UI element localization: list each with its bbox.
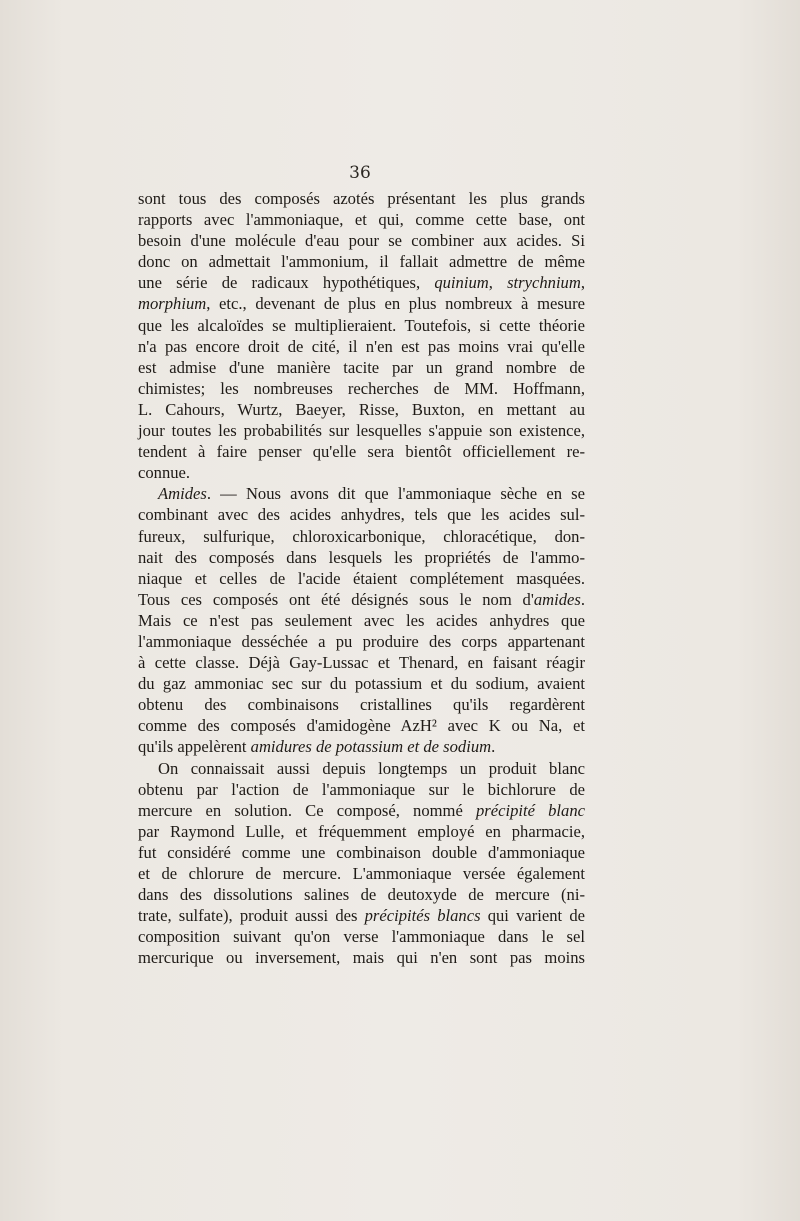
text-line bbox=[138, 272, 585, 293]
text-segment: jour toutes les probabilités sur lesquelles s'appuie son existence, bbox=[138, 421, 585, 441]
text-line bbox=[138, 399, 585, 420]
italic-text: amidures de potassium et de sodium bbox=[250, 737, 492, 757]
text-line bbox=[138, 357, 585, 378]
text-segment: rapports avec l'ammoniaque, et qui, comme cette base, ont bbox=[138, 210, 585, 230]
text-line bbox=[138, 821, 585, 842]
text-line bbox=[138, 715, 585, 736]
text-segment: l'ammoniaque desséchée a pu produire des corps appartenant bbox=[138, 631, 585, 651]
text-line bbox=[138, 568, 585, 589]
text-segment: , bbox=[488, 273, 508, 293]
text-segment: n'a pas encore droit de cité, il n'en est pas moins vrai qu'elle bbox=[138, 336, 585, 356]
text-line bbox=[138, 483, 585, 504]
text-line bbox=[138, 420, 585, 441]
text-line bbox=[138, 842, 585, 863]
text-segment: mercurique ou inversement, mais qui n'en sont pas moins bbox=[138, 948, 585, 968]
text-line bbox=[138, 758, 585, 779]
text-segment: que les alcaloïdes se multiplieraient. Toutefois, si cette théorie bbox=[138, 315, 585, 335]
text-segment: tendent à faire penser qu'elle sera bientôt officiellement re- bbox=[138, 442, 585, 462]
text-line bbox=[138, 947, 585, 968]
text-line bbox=[138, 230, 585, 251]
text-line bbox=[138, 631, 585, 652]
italic-text: amides bbox=[533, 589, 581, 609]
text-segment: donc on admettait l'ammonium, il fallait admettre de même bbox=[138, 252, 585, 272]
text-line bbox=[138, 251, 585, 272]
text-line bbox=[138, 315, 585, 336]
text-segment: combinant avec des acides anhydres, tels que les acides sul- bbox=[138, 505, 585, 525]
text-line bbox=[138, 441, 585, 462]
text-segment: fut considéré comme une combinaison double d'ammoniaque bbox=[138, 842, 585, 862]
text-line bbox=[138, 905, 585, 926]
text-segment: est admise d'une manière tacite par un grand nombre de bbox=[138, 357, 585, 377]
text-segment: dans des dissolutions salines de deutoxyde de mercure (ni- bbox=[138, 885, 585, 905]
text-segment: L. Cahours, Wurtz, Baeyer, Risse, Buxton, en mettant au bbox=[138, 399, 585, 419]
text-segment: nait des composés dans lesquels les propriétés de l'ammo- bbox=[138, 547, 585, 567]
text-line bbox=[138, 800, 585, 821]
text-segment: sont tous des composés azotés présentant les plus grands bbox=[138, 189, 585, 208]
text-segment: , bbox=[580, 273, 585, 293]
text-segment: niaque et celles de l'acide étaient complétement masquées. bbox=[138, 568, 585, 588]
text-segment: fureux, sulfurique, chloroxicarbonique, chloracétique, don- bbox=[138, 526, 585, 546]
text-segment: à cette classe. Déjà Gay-Lussac et Thenard, en faisant réagir bbox=[138, 653, 585, 673]
text-segment: qui varient de bbox=[480, 906, 585, 926]
text-segment: et de chlorure de mercure. L'ammoniaque versée également bbox=[138, 864, 585, 883]
text-segment: . — Nous avons dit que l'ammoniaque sèche en se bbox=[206, 484, 585, 504]
italic-text: précipités blancs bbox=[364, 906, 481, 926]
text-segment: obtenu par l'action de l'ammoniaque sur le bichlorure de bbox=[138, 779, 585, 799]
text-line bbox=[138, 336, 585, 357]
text-line bbox=[138, 378, 585, 399]
text-segment: une série de radicaux hypothétiques, bbox=[138, 273, 435, 293]
page-number: 36 bbox=[349, 163, 371, 183]
text-line bbox=[138, 926, 585, 947]
text-segment: Mais ce n'est pas seulement avec les acides anhydres que bbox=[138, 610, 585, 630]
text-line bbox=[138, 547, 585, 568]
text-line bbox=[138, 863, 585, 884]
text-segment: trate, sulfate), produit aussi des bbox=[138, 906, 365, 926]
italic-text: morphium bbox=[138, 294, 207, 314]
text-line bbox=[138, 694, 585, 715]
italic-text: Amides bbox=[158, 484, 207, 504]
text-segment: qu'ils appelèrent bbox=[138, 737, 251, 757]
text-line bbox=[138, 884, 585, 905]
text-line bbox=[138, 736, 585, 757]
text-segment: mercure en solution. Ce composé, nommé bbox=[138, 800, 476, 820]
text-line bbox=[138, 589, 585, 610]
italic-text: quinium bbox=[434, 273, 489, 293]
text-line bbox=[138, 673, 585, 694]
text-segment: connue. bbox=[138, 463, 191, 483]
text-line bbox=[138, 779, 585, 800]
text-segment: obtenu des combinaisons cristallines qu'ils regardèrent bbox=[138, 695, 585, 715]
text-segment: . bbox=[491, 737, 496, 757]
text-segment: comme des composés d'amidogène AzH² avec K ou Na, et bbox=[138, 716, 585, 736]
text-segment: du gaz ammoniac sec sur du potassium et du sodium, avaient bbox=[138, 674, 585, 694]
italic-text: précipité blanc bbox=[475, 800, 585, 820]
text-line bbox=[138, 188, 585, 209]
italic-text: strychnium bbox=[507, 273, 581, 293]
text-segment: On connaissait aussi depuis longtemps un produit blanc bbox=[158, 758, 585, 778]
body-text bbox=[138, 188, 585, 968]
text-line bbox=[138, 293, 585, 314]
text-line bbox=[138, 504, 585, 525]
text-segment: composition suivant qu'on verse l'ammoniaque dans le sel bbox=[138, 927, 585, 947]
text-segment: par Raymond Lulle, et fréquemment employé en pharmacie, bbox=[138, 821, 585, 841]
text-segment: . bbox=[580, 589, 585, 609]
text-line bbox=[138, 209, 585, 230]
text-segment: , etc., devenant de plus en plus nombreux à mesure bbox=[206, 294, 585, 314]
text-line bbox=[138, 526, 585, 547]
text-segment: besoin d'une molécule d'eau pour se combiner aux acides. Si bbox=[138, 231, 585, 251]
text-segment: Tous ces composés ont été désignés sous le nom d' bbox=[138, 589, 534, 609]
text-segment: chimistes; les nombreuses recherches de MM. Hoffmann, bbox=[138, 378, 585, 398]
text-line bbox=[138, 462, 585, 483]
text-line bbox=[138, 610, 585, 631]
text-line bbox=[138, 652, 585, 673]
